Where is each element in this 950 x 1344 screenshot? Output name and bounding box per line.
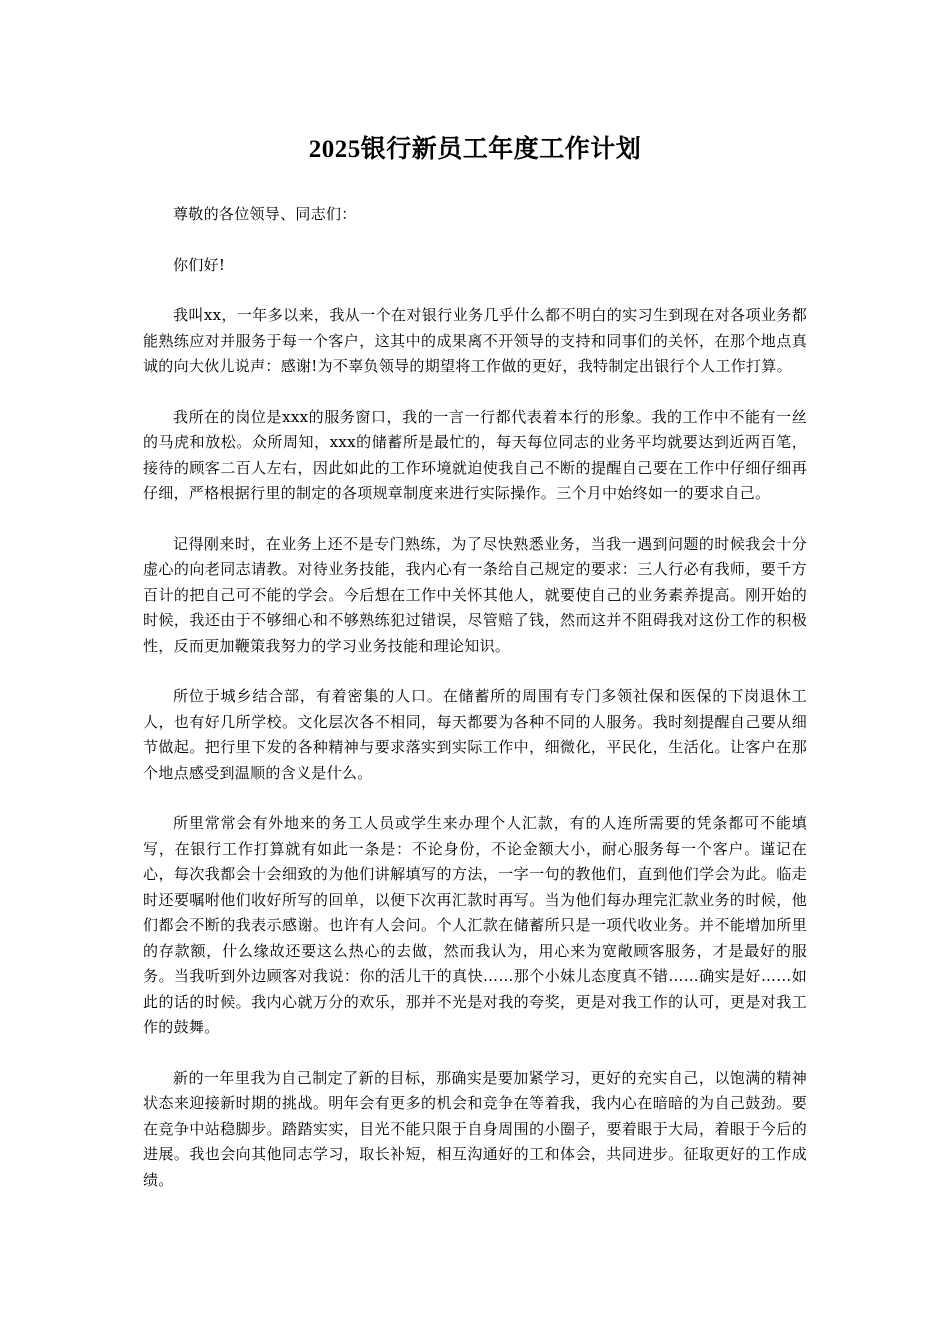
salutation: 尊敬的各位领导、同志们： (173, 205, 357, 223)
body-paragraph: 所里常常会有外地来的务工人员或学生来办理个人汇款，有的人连所需要的凭条都可不能填写，在银行工作打算就有如此一条是：不论身份，不论金额大小，耐心服务每一个客户。谨记在心，每次我都会十会细致的为他们讲解填写的方法，一字一句的教他们，直到他们学会为此。临走时还要嘱咐他们收好所写的回单，以便下次再汇款时再写。当为他们每办理完汇款业务的时候，他们都会不断的我表示感谢。也许有人会问。个人汇款在储蓄所只是一项代收业务。并不能增加所里的存款额，什么缘故还要这么热心的去做，然而我认为，用心来为宽敞顾客服务，才是最好的服务。当我听到外边顾客对我说：你的活儿干的真快……那个小妹儿态度真不错……确实是好……如此的话的时候。我内心就万分的欢乐，那并不光是对我的夸奖，更是对我工作的认可，更是对我工作的鼓舞。 (143, 814, 807, 1036)
body-paragraph: 我所在的岗位是xxx的服务窗口，我的一言一行都代表着本行的形象。我的工作中不能有一丝的马虎和放松。众所周知，xxx的储蓄所是最忙的，每天每位同志的业务平均就要达到近两百笔，接待的顾客二百人左右，因此如此的工作环境就迫使我自己不断的提醒自己要在工作中仔细仔细再仔细，严格根据行里的制定的各项规章制度来进行实际操作。三个月中始终如一的要求自己。 (143, 407, 807, 502)
body-paragraph: 我叫xx，一年多以来，我从一个在对银行业务几乎什么都不明白的实习生到现在对各项业务都能熟练应对并服务于每一个客户，这其中的成果离不开领导的支持和同事们的关怀，在那个地点真诚的向大伙儿说声：感谢!为不辜负领导的期望将工作做的更好，我特制定出银行个人工作打算。 (143, 306, 807, 375)
greeting: 你们好! (173, 255, 226, 274)
body-paragraph: 新的一年里我为自己制定了新的目标，那确实是要加紧学习，更好的充实自己，以饱满的精神状态来迎接新时期的挑战。明年会有更多的机会和竞争在等着我，我内心在暗暗的为自己鼓劲。要在竞争中站稳脚步。踏踏实实，目光不能只限于自身周围的小圈子，要着眼于大局，着眼于今后的进展。我也会向其他同志学习，取长补短，相互沟通好的工和体会，共同进步。征取更好的工作成绩。 (143, 1068, 807, 1189)
body-paragraph: 所位于城乡结合部，有着密集的人口。在储蓄所的周围有专门多领社保和医保的下岗退休工人，也有好几所学校。文化层次各不相同，每天都要为各种不同的人服务。我时刻提醒自己要从细节做起。把行里下发的各种精神与要求落实到实际工作中，细微化，平民化，生活化。让客户在那个地点感受到温顺的含义是什么。 (143, 687, 807, 782)
body-paragraph: 记得刚来时，在业务上还不是专门熟练，为了尽快熟悉业务，当我一遇到问题的时候我会十分虚心的向老同志请教。对待业务技能，我内心有一条给自己规定的要求：三人行必有我师，要千方百计的把自己可不能的学会。今后想在工作中关怀其他人，就要使自己的业务素养提高。刚开始的时候，我还由于不够细心和不够熟练犯过错误，尽管赔了钱，然而这并不阻碍我对这份工作的积极性，反而更加鞭策我努力的学习业务技能和理论知识。 (143, 534, 807, 655)
document-title: 2025银行新员工年度工作计划 (308, 136, 642, 163)
document-page (143, 128, 807, 1193)
